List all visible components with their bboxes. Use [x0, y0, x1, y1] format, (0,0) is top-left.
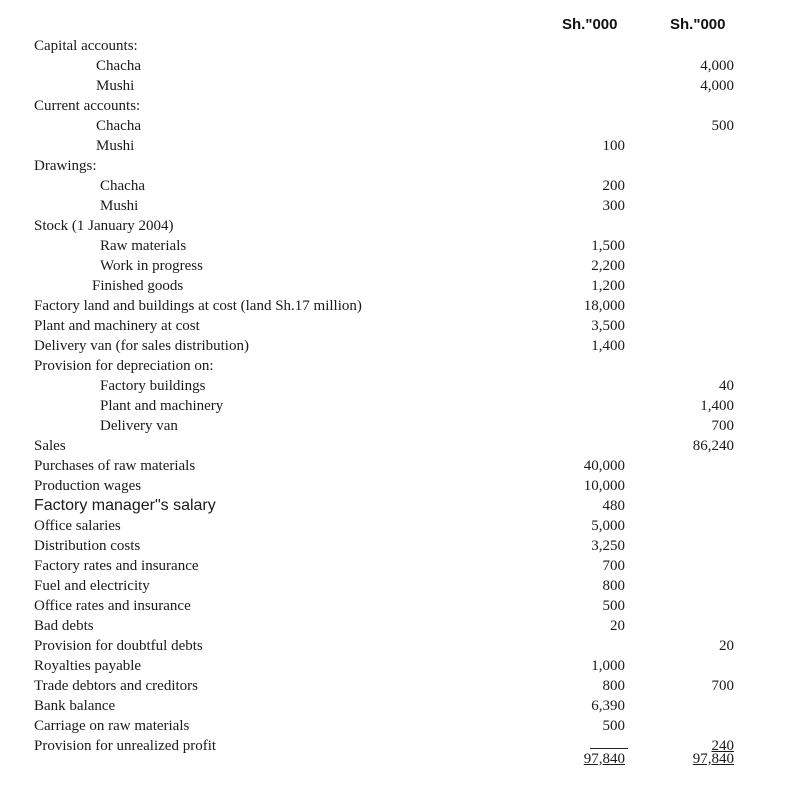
table-row: [0, 296, 786, 316]
table-row: [0, 636, 786, 656]
row-debit-amount: 500: [602, 598, 625, 614]
table-row: [0, 196, 786, 216]
table-row: [0, 436, 786, 456]
row-debit-amount: 40,000: [583, 458, 625, 474]
row-label: Chacha: [96, 118, 141, 134]
table-row: [0, 396, 786, 416]
row-credit-amount: 240: [711, 738, 734, 754]
row-label: Provision for depreciation on:: [34, 358, 214, 374]
row-label: Raw materials: [100, 238, 187, 254]
row-debit-amount: 100: [602, 138, 625, 154]
row-label: Mushi: [100, 198, 139, 214]
row-debit-amount: 5,000: [591, 518, 625, 534]
row-label: Capital accounts:: [34, 38, 138, 54]
table-row: [0, 716, 786, 736]
row-label: Office rates and insurance: [34, 598, 191, 614]
debit-total-rule: [590, 748, 628, 749]
row-debit-amount: 3,500: [591, 318, 625, 334]
row-credit-amount: 700: [711, 418, 734, 434]
row-debit-amount: 1,000: [591, 658, 625, 674]
table-row: [0, 536, 786, 556]
table-row: [0, 476, 786, 496]
row-label: Provision for unrealized profit: [34, 738, 217, 754]
row-label: Plant and machinery: [100, 398, 224, 414]
row-label: Provision for doubtful debts: [34, 638, 203, 654]
table-row: [0, 556, 786, 576]
table-row: [0, 496, 786, 516]
row-debit-amount: 1,500: [591, 238, 625, 254]
table-row: [0, 676, 786, 696]
table-row: [0, 216, 786, 236]
row-debit-amount: 1,400: [591, 338, 625, 354]
row-label: Purchases of raw materials: [34, 458, 196, 474]
table-row: [0, 96, 786, 116]
row-credit-amount: 500: [711, 118, 734, 134]
row-label: Factory buildings: [100, 378, 206, 394]
row-label: Mushi: [96, 138, 135, 154]
table-row: [0, 176, 786, 196]
trial-balance-rows: [0, 36, 786, 756]
table-row: [0, 576, 786, 596]
row-debit-amount: 700: [602, 558, 625, 574]
debit-total: 97,840: [583, 751, 625, 767]
table-row: [0, 36, 786, 56]
table-row: [0, 696, 786, 716]
table-row: [0, 256, 786, 276]
table-row: [0, 616, 786, 636]
row-label: Bad debts: [34, 618, 94, 634]
table-row: [0, 736, 786, 756]
row-label: Factory land and buildings at cost (land Sh.17 million): [34, 298, 362, 314]
row-debit-amount: 6,390: [591, 698, 625, 714]
row-label: Mushi: [96, 78, 135, 94]
row-label: Distribution costs: [34, 538, 141, 554]
row-debit-amount: 800: [602, 578, 625, 594]
row-label: Fuel and electricity: [34, 578, 150, 594]
row-label: Delivery van (for sales distribution): [34, 338, 249, 354]
row-label: Chacha: [96, 58, 141, 74]
header-debit-column: Sh."000: [562, 16, 618, 33]
row-debit-amount: 480: [602, 498, 625, 514]
table-row: [0, 316, 786, 336]
row-label: Current accounts:: [34, 98, 141, 114]
table-row: [0, 356, 786, 376]
row-debit-amount: 200: [602, 178, 625, 194]
row-label: Plant and machinery at cost: [34, 318, 200, 334]
table-row: [0, 56, 786, 76]
table-row: [0, 76, 786, 96]
row-debit-amount: 2,200: [591, 258, 625, 274]
row-label: Office salaries: [34, 518, 121, 534]
row-debit-amount: 1,200: [591, 278, 625, 294]
row-label: Delivery van: [100, 418, 178, 434]
row-label: Stock (1 January 2004): [34, 218, 174, 234]
row-credit-amount: 40: [719, 378, 734, 394]
row-debit-amount: 800: [602, 678, 625, 694]
row-credit-amount: 20: [719, 638, 734, 654]
table-row: [0, 656, 786, 676]
table-row: [0, 516, 786, 536]
row-label: Bank balance: [34, 698, 116, 714]
row-label: Factory rates and insurance: [34, 558, 199, 574]
row-credit-amount: 86,240: [692, 438, 734, 454]
row-label: Trade debtors and creditors: [34, 678, 198, 694]
table-row: [0, 236, 786, 256]
row-credit-amount: 4,000: [700, 58, 734, 74]
row-label: Royalties payable: [34, 658, 142, 674]
row-label: Finished goods: [92, 278, 184, 294]
table-row: [0, 376, 786, 396]
table-row: [0, 596, 786, 616]
row-debit-amount: 300: [602, 198, 625, 214]
row-label: Carriage on raw materials: [34, 718, 190, 734]
row-debit-amount: 500: [602, 718, 625, 734]
row-label: Drawings:: [34, 158, 97, 174]
row-debit-amount: 10,000: [583, 478, 625, 494]
row-debit-amount: 18,000: [583, 298, 625, 314]
row-credit-amount: 700: [711, 678, 734, 694]
row-debit-amount: 20: [610, 618, 625, 634]
row-label: Sales: [34, 438, 66, 454]
row-credit-amount: 1,400: [700, 398, 734, 414]
row-label: Production wages: [34, 478, 142, 494]
row-label: Chacha: [100, 178, 145, 194]
row-label: Work in progress: [100, 258, 203, 274]
table-row: [0, 136, 786, 156]
credit-total: 97,840: [692, 751, 734, 767]
header-credit-column: Sh."000: [670, 16, 726, 33]
row-label: Factory manager"s salary: [34, 497, 216, 514]
table-row: [0, 156, 786, 176]
table-row: [0, 456, 786, 476]
table-row: [0, 336, 786, 356]
table-row: [0, 116, 786, 136]
row-debit-amount: 3,250: [591, 538, 625, 554]
table-row: [0, 276, 786, 296]
row-credit-amount: 4,000: [700, 78, 734, 94]
table-row: [0, 416, 786, 436]
